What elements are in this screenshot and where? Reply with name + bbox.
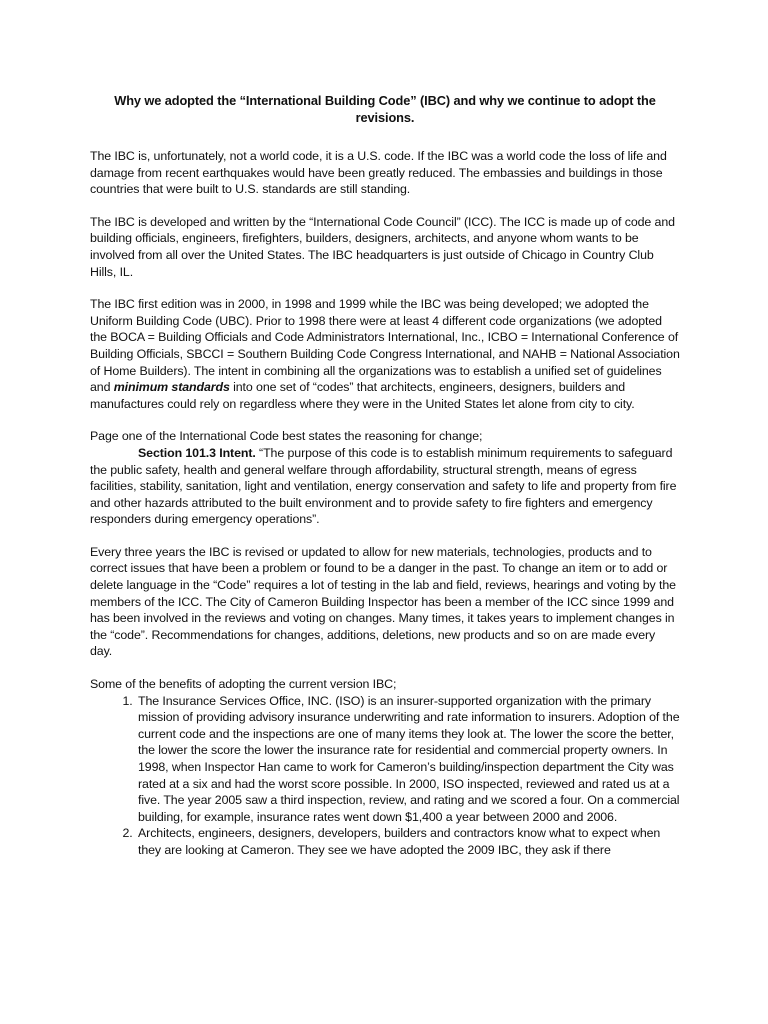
emphasis-minimum-standards: minimum standards: [113, 380, 230, 395]
paragraph-revision-cycle: Every three years the IBC is revised or updated to allow for new materials, technologies, products and to correct issues that have been a problem or found to be a danger in the past. To change an item or to add or delete language in the “Code” requires a lot of testing in the lab and field, reviews, hearings and voting by the members of the ICC. The City of Cameron Building Inspector has been a member of the ICC since 1999 and has been involved in the reviews and voting on changes. Many times, it takes years to implement changes in the “code”. Recommendations for changes, additions, deletions, new products and so on are made every day.: [90, 544, 676, 659]
paragraph-ibc-history: [90, 296, 680, 412]
benefits-intro: Some of the benefits of adopting the current version IBC;: [90, 677, 397, 692]
paragraph-icc-description: The IBC is developed and written by the “International Code Council” (ICC). The ICC is made up of code and building officials, engineers, firefighters, builders, designers, architects, and anyone whom wants to be involved from all over the United States. The IBC headquarters is just outside of Chicago in Country Club Hills, IL.: [90, 214, 675, 279]
document-title: Why we adopted the “International Building Code” (IBC) and why we continue to adopt the revisions.: [114, 93, 656, 125]
section-label: Section 101.3 Intent.: [138, 445, 256, 460]
list-item: 1. The Insurance Services Office, INC. (ISO) is an insurer-supported organization with the primary mission of providing advisory insurance underwriting and rate information to insurers. Adoption of the current code and the inspections are one of many items they look at. The lower the score the better, the lower the score the lower the insurance rate for residential and commercial property owners. In 1998, when Inspector Han came to work for Cameron’s building/inspection department the City was rated at a six and had the worst score possible. In 2000, ISO inspected, reviewed and rated us at a five. The year 2005 saw a third inspection, review, and rating and we scored a four. On a commercial building, for example, insurance rates went down $1,400 a year between 2000 and 2006.: [136, 693, 680, 826]
benefits-list: [90, 693, 680, 859]
list-item: 2. Architects, engineers, designers, developers, builders and contractors know what to expect when they are looking at Cameron. They see we have adopted the 2009 IBC, they ask if there: [136, 825, 680, 858]
section-intent-text: “The purpose of this code is to establish minimum requirements to safeguard the public safety, health and general welfare through affordability, structural strength, means of egress facilities, stability, sanitation, light and ventilation, energy conservation and safety to life and property from fire and other hazards attributed to the built environment and to provide safety to fire fighters and emergency responders during emergency operations”.: [90, 445, 677, 527]
paragraph-ibc-history-text-2: into one set of “codes” that architects, engineers, designers, builders and manufactures could rely on regardless where they were in the United States let alone from city to city.: [90, 380, 635, 411]
document-page: [90, 92, 680, 859]
paragraph-world-code: The IBC is, unfortunately, not a world code, it is a U.S. code. If the IBC was a world code the loss of life and damage from recent earthquakes would have been greatly reduced. The embassies and buildings in those countries that were built to U.S. standards are still standing.: [90, 149, 667, 197]
paragraph-ibc-history-text-1: The IBC first edition was in 2000, in 1998 and 1999 while the IBC was being developed; we adopted the Uniform Building Code (UBC). Prior to 1998 there were at least 4 different code organizations (we adopted the BOCA = Building Officials and Code Administrators International, Inc., ICBO = International Conference of Building Officials, SBCCI = Southern Building Code Congress International, and NAHB = National Association of Home Builders). The intent in combining all the organizations was to establish a unified set of guidelines and: [90, 297, 680, 395]
paragraph-reasoning-intro: Page one of the International Code best states the reasoning for change;: [90, 429, 483, 444]
paragraph-section-intent: [90, 445, 680, 528]
